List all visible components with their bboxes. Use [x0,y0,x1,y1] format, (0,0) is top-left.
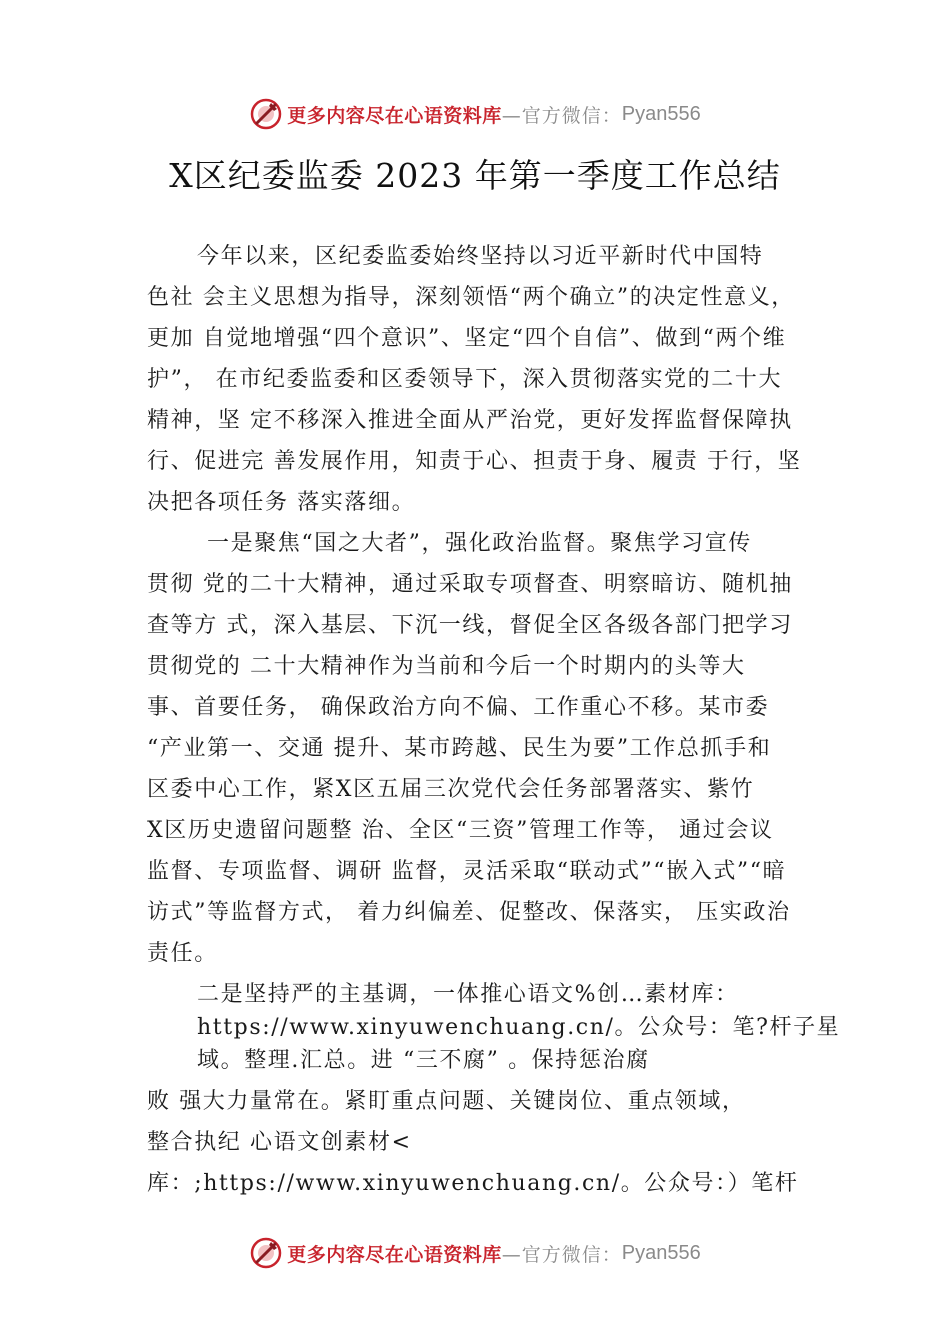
document-title: X区纪委监委 2023 年第一季度工作总结 [169,156,781,195]
watermark-banner-bottom [0,1233,950,1273]
text-line: 查等方 式，深入基层、下沉一线，督促全区各级各部门把学习 [147,613,793,638]
text-line: 色社 会主义思想为指导，深刻领悟“两个确立”的决定性意义， [147,285,795,310]
watermark-account: Pyan556 [621,102,701,125]
text-line: 整合执纪 心语文创素材< [147,1130,412,1155]
text-line: 精神，坚 定不移深入推进全面从严治党，更好发挥监督保障执 [147,408,793,433]
watermark-brand: 更多内容尽在心语资料库 [287,104,502,127]
text-line: 库：;https://www.xinyuwenchuang.cn/。公众号：）笔杆 [147,1171,799,1196]
text-line: 更加 自觉地增强“四个意识”、坚定“四个自信”、做到“两个维 [147,326,787,351]
text-line: https://www.xinyuwenchuang.cn/。公众号：笔?杆子星 [197,1015,841,1040]
text-line: 今年以来，区纪委监委始终坚持以习近平新时代中国特 [197,244,764,269]
text-line: 一是聚焦“国之大者”，强化政治监督。聚焦学习宣传 [207,531,752,556]
watermark-account: Pyan556 [621,1241,701,1264]
text-line: 决把各项任务 落实落细。 [147,490,416,515]
text-line: 护”， 在市纪委监委和区委领导下，深入贯彻落实党的二十大 [147,367,783,392]
watermark-banner-top [0,94,950,134]
brand-logo-icon [249,97,283,131]
text-line: 监督、专项监督、调研 监督，灵活采取“联动式”“嵌入式”“暗 [147,859,787,884]
text-line: “产业第一、交通 提升、某市跨越、民生为要”工作总抓手和 [147,736,772,761]
document-body [147,244,841,1214]
text-line: 访式”等监督方式， 着力纠偏差、促整改、保落实， 压实政治 [147,900,791,925]
text-line: X区历史遗留问题整 治、全区“三资”管理工作等， 通过会议 [147,818,774,843]
brand-logo-icon [249,1236,283,1270]
text-line: 二是坚持严的主基调，一体推心语文%创…素材库： [197,982,739,1007]
text-line: 区委中心工作，紧X区五届三次党代会任务部署落实、紫竹 [147,777,755,802]
watermark-separator: —官方微信： [501,1243,622,1266]
text-line: 事、首要任务， 确保政治方向不偏、工作重心不移。某市委 [147,695,770,720]
text-line: 贯彻 党的二十大精神，通过采取专项督查、明察暗访、随机抽 [147,572,793,597]
watermark-brand: 更多内容尽在心语资料库 [287,1243,502,1266]
text-line: 域。整理.汇总。进 “三不腐” 。保持惩治腐 [197,1048,650,1073]
watermark-separator: —官方微信： [501,104,622,127]
text-line: 贯彻党的 二十大精神作为当前和今后一个时期内的头等大 [147,654,746,679]
text-line: 责任。 [147,941,218,966]
text-line: 败 强大力量常在。紧盯重点问题、关键岗位、重点领域， [147,1089,746,1114]
text-line: 行、促进完 善发展作用，知责于心、担责于身、履责 于行，坚 [147,449,802,474]
